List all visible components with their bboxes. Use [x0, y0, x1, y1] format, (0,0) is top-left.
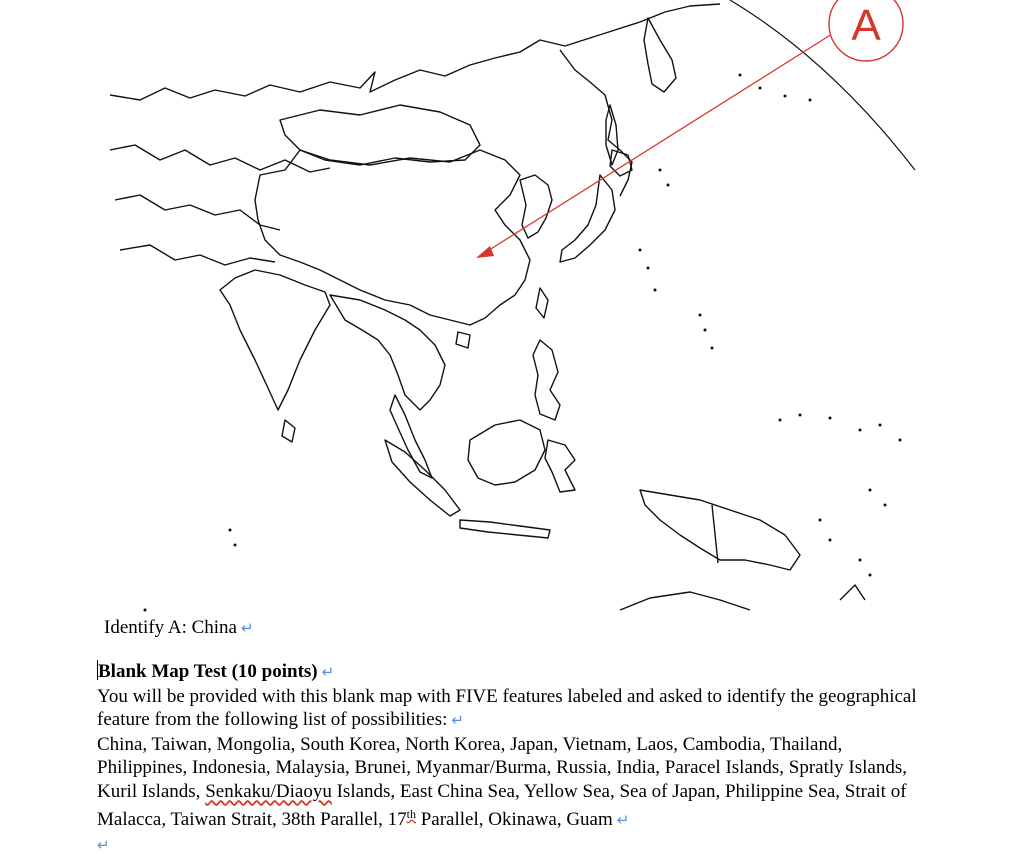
okhotsk-coast: [560, 50, 632, 196]
document-body: [97, 660, 917, 854]
possibilities-text-part3: Parallel, Okinawa, Guam: [415, 809, 613, 830]
korean-peninsula: [520, 175, 552, 238]
paragraph-mark-icon: ↵: [616, 811, 630, 829]
marker-a-arrow: [476, 34, 832, 258]
malay-peninsula: [390, 395, 432, 478]
russia-coastline: [110, 4, 720, 100]
marker-a-label: A: [851, 1, 881, 50]
pacific-islands: [144, 74, 902, 612]
sri-lanka: [282, 420, 295, 442]
central-asia-borders: [110, 145, 330, 172]
intro-text: You will be provided with this blank map with FIVE features labeled and asked to identify the geographical feature from the following list of possibilities:: [97, 685, 917, 730]
paragraph-mark-icon: ↵: [97, 835, 110, 854]
paragraph-mark-icon: ↵: [240, 619, 254, 637]
sulawesi: [545, 440, 575, 492]
spellcheck-flagged-word: Senkaku/Diaoyu: [205, 780, 332, 802]
taiwan: [536, 288, 548, 318]
philippines: [533, 340, 560, 420]
possibilities-paragraph: [97, 733, 917, 833]
mongolia-border: [280, 105, 480, 165]
paragraph-mark-icon: ↵: [321, 663, 335, 681]
possibilities-text-part2: Islands, East China Sea, Yellow Sea, Sea of Japan, Philippine Sea, Strait of Malacca, Taiwan Strait, 38th Parallel, 17: [97, 780, 907, 830]
paragraph-mark-icon: ↵: [451, 711, 464, 729]
section-heading: Blank Map Test (10 points): [98, 661, 318, 682]
intro-paragraph: [97, 685, 917, 733]
possibilities-text-part1: China, Taiwan, Mongolia, South Korea, North Korea, Japan, Vietnam, Laos, Cambodia, Thailand, Philippines, Indonesia, Malaysia, Brunei, Myanmar/Burma, Russia, India, Paracel Islands, Spratly Islands, Kuril Islands,: [97, 733, 907, 802]
empty-paragraph: [97, 833, 917, 854]
kamchatka: [644, 18, 676, 92]
superscript-suffix: th: [406, 807, 416, 821]
identify-answer-line: [104, 617, 254, 639]
indochina: [330, 295, 445, 410]
northern-australia: [620, 592, 750, 610]
india-outline: [220, 270, 330, 410]
heading-line: [97, 660, 917, 685]
identify-answer-text: Identify A: China: [104, 617, 237, 638]
marker-a: [829, 0, 903, 61]
sakhalin: [606, 105, 618, 165]
borneo: [468, 420, 545, 485]
new-guinea: [640, 490, 800, 570]
hainan: [456, 332, 470, 348]
china-outline: [255, 150, 530, 325]
sumatra: [385, 440, 460, 516]
java: [460, 520, 550, 538]
